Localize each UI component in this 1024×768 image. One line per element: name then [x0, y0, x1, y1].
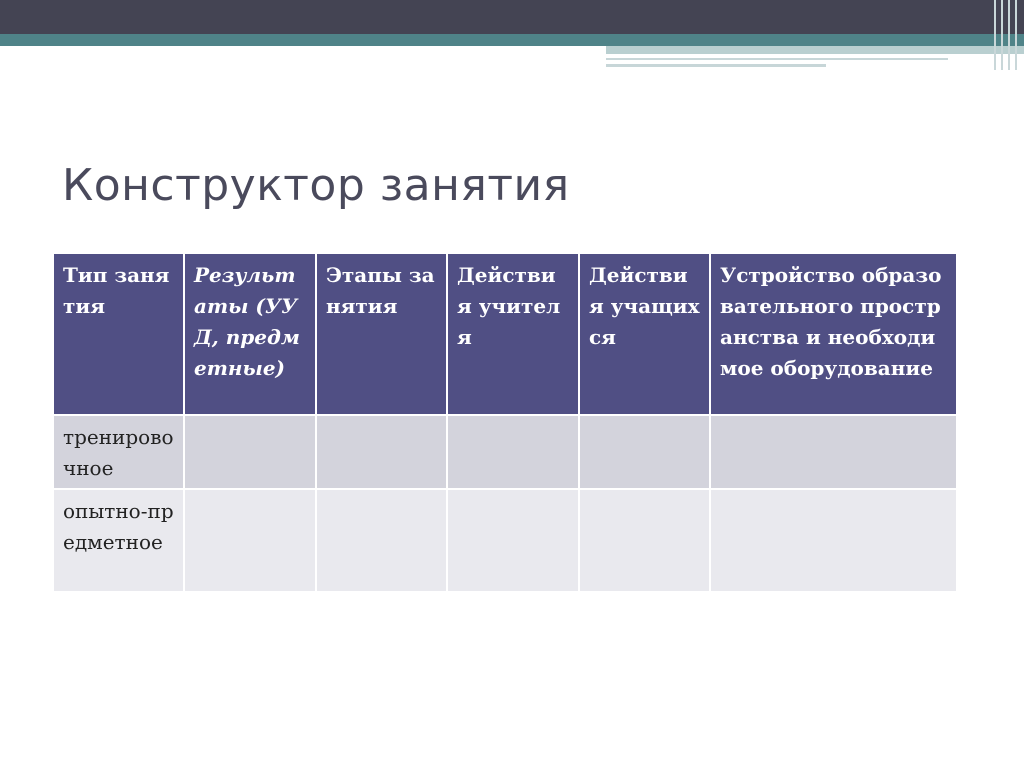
- top-band-line: [606, 64, 826, 67]
- top-band-teal: [0, 34, 1024, 46]
- column-header-lesson-type: Тип занятия: [53, 253, 184, 415]
- table-cell: [184, 415, 316, 489]
- decor-vertical-line: [994, 0, 996, 70]
- lesson-table: [52, 252, 958, 593]
- column-header-results: Результаты (УУД, предметные): [184, 253, 316, 415]
- top-band-line: [606, 58, 948, 60]
- column-header-teacher-actions: Действия учителя: [447, 253, 579, 415]
- column-header-educational-space: Устройство образовательного пространства и необходимое оборудование: [710, 253, 957, 415]
- top-band-dark: [0, 0, 1024, 34]
- table-cell: [316, 489, 447, 592]
- decor-vertical-line: [1001, 0, 1003, 70]
- table-cell: [447, 415, 579, 489]
- column-header-student-actions: Действия учащихся: [579, 253, 710, 415]
- decor-vertical-line: [1015, 0, 1017, 70]
- slide-title: Конструктор занятия: [62, 160, 570, 211]
- table-cell: [579, 489, 710, 592]
- table-cell-lesson-type: опытно-предметное: [53, 489, 184, 592]
- table-cell: [447, 489, 579, 592]
- table-row: [53, 489, 957, 592]
- table-cell: [579, 415, 710, 489]
- table-cell: [710, 415, 957, 489]
- table-header-row: [53, 253, 957, 415]
- column-header-lesson-stages: Этапы занятия: [316, 253, 447, 415]
- table-cell-lesson-type: тренировочное: [53, 415, 184, 489]
- table-cell: [184, 489, 316, 592]
- top-band-light: [606, 46, 1024, 54]
- table-row: [53, 415, 957, 489]
- decor-vertical-line: [1008, 0, 1010, 70]
- table-cell: [710, 489, 957, 592]
- table-cell: [316, 415, 447, 489]
